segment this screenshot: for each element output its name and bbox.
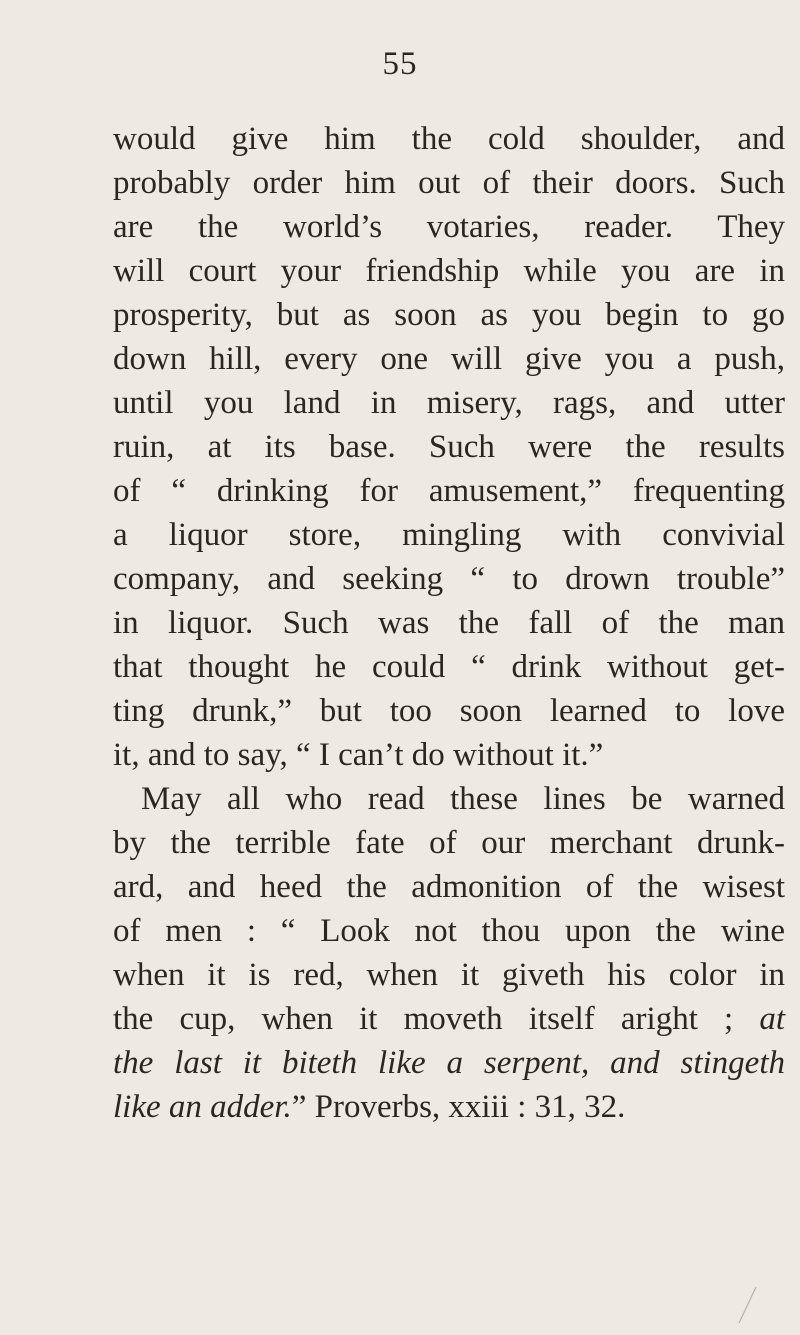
text-segment: the cup, when it moveth itself aright ; xyxy=(113,1001,734,1037)
text-line xyxy=(113,1085,785,1129)
italic-line: the last it biteth like a serpent, and stingeth xyxy=(113,1045,785,1081)
text-line: will court your friendship while you are in xyxy=(113,253,785,289)
citation: ” Proverbs, xxiii : 31, 32. xyxy=(291,1089,626,1125)
text-line: prosperity, but as soon as you begin to go xyxy=(113,297,785,333)
text-line: by the terrible fate of our merchant drunk- xyxy=(113,825,785,861)
text-line: company, and seeking “ to drown trouble” xyxy=(113,561,785,597)
text-line: in liquor. Such was the fall of the man xyxy=(113,605,785,641)
text-line: of men : “ Look not thou upon the wine xyxy=(113,913,785,949)
italic-segment: like an adder. xyxy=(113,1089,292,1125)
paragraph-first-line: May all who read these lines be warned xyxy=(141,781,785,817)
text-line: ard, and heed the admonition of the wisest xyxy=(113,869,785,905)
text-line xyxy=(113,997,785,1041)
text-line: would give him the cold shoulder, and xyxy=(113,121,785,157)
italic-segment: at xyxy=(759,1001,786,1037)
page-number: 55 xyxy=(382,46,418,82)
text-line: a liquor store, mingling with convivial xyxy=(113,517,785,553)
text-line: it, and to say, “ I can’t do without it.” xyxy=(113,737,604,773)
text-line: until you land in misery, rags, and utter xyxy=(113,385,785,421)
text-line: are the world’s votaries, reader. They xyxy=(113,209,785,245)
text-line: probably order him out of their doors. Such xyxy=(113,165,785,201)
text-line: of “ drinking for amusement,” frequenting xyxy=(113,473,785,509)
text-line: that thought he could “ drink without get- xyxy=(113,649,785,685)
text-line: ruin, at its base. Such were the results xyxy=(113,429,785,465)
text-line: when it is red, when it giveth his color in xyxy=(113,957,785,993)
text-line: ting drunk,” but too soon learned to love xyxy=(113,693,785,729)
body-text xyxy=(113,117,785,1129)
pencil-mark xyxy=(736,1285,758,1325)
text-line: down hill, every one will give you a push, xyxy=(113,341,785,377)
